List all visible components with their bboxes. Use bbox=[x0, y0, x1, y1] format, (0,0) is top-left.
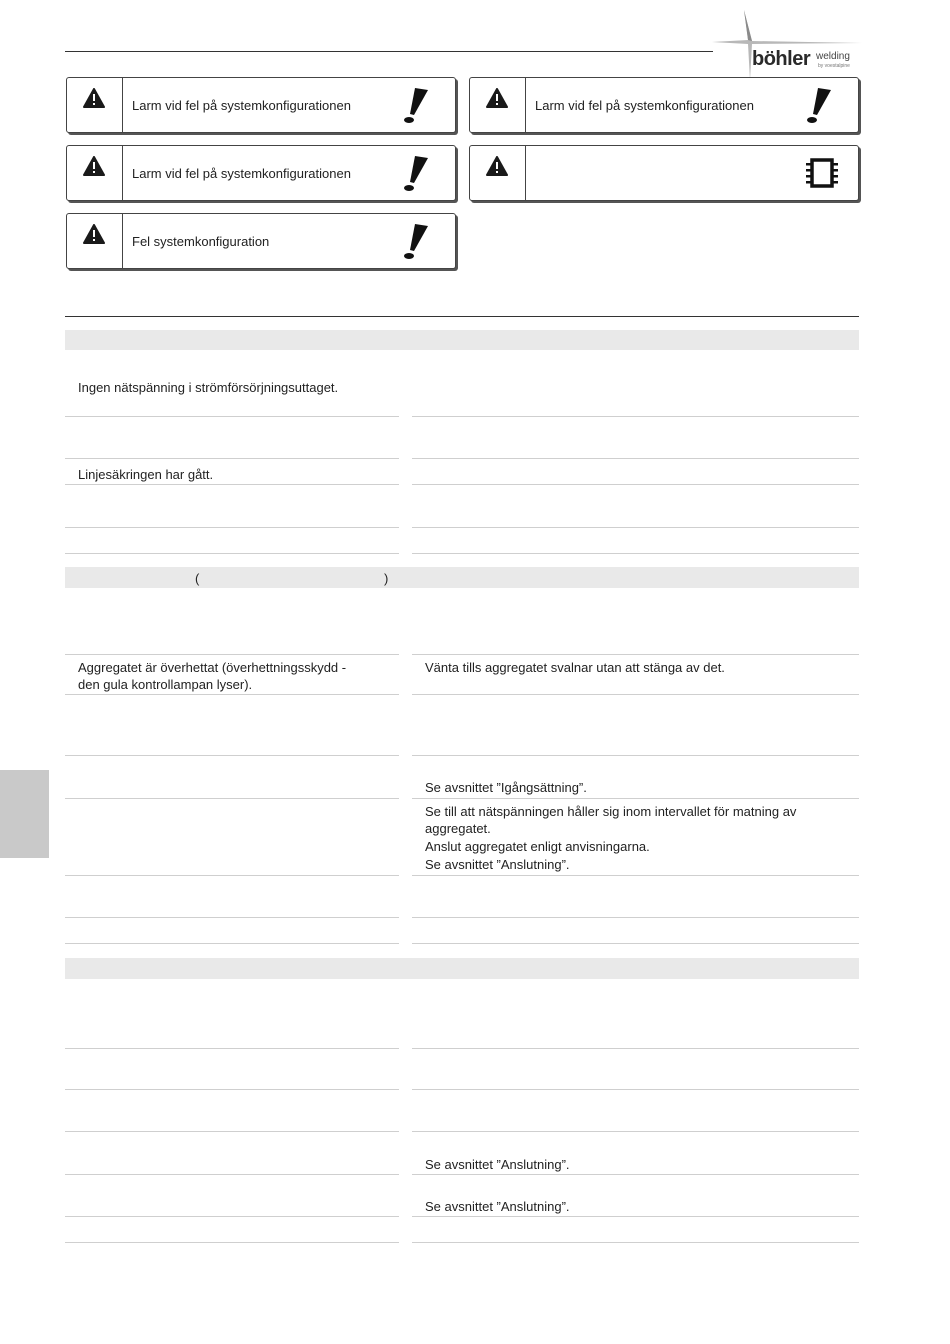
row-divider bbox=[65, 553, 399, 554]
row-divider bbox=[65, 654, 399, 655]
row-divider bbox=[412, 1174, 859, 1175]
remedy-text: Se avsnittet ”Anslutning”. bbox=[425, 1157, 570, 1172]
warning-triangle-icon bbox=[83, 224, 105, 244]
remedy-text: Se avsnittet ”Anslutning”. bbox=[425, 1199, 570, 1214]
alarm-icon-cell bbox=[470, 146, 526, 200]
brand-name: böhler bbox=[752, 48, 811, 70]
row-divider bbox=[412, 458, 859, 459]
row-divider bbox=[412, 798, 859, 799]
section-band bbox=[65, 330, 859, 350]
row-divider bbox=[65, 875, 399, 876]
remedy-line: Se till att nätspänningen håller sig inom intervallet för matning av bbox=[425, 804, 797, 819]
exclamation-icon bbox=[803, 87, 833, 123]
alarm-box bbox=[66, 213, 456, 269]
row-divider bbox=[412, 917, 859, 918]
cause-text: Ingen nätspänning i strömförsörjningsuttaget. bbox=[78, 380, 339, 395]
row-divider bbox=[412, 1048, 859, 1049]
section-band bbox=[65, 567, 859, 588]
alarm-box bbox=[469, 145, 859, 201]
row-divider bbox=[65, 1089, 399, 1090]
alarm-box bbox=[66, 145, 456, 201]
warning-triangle-icon bbox=[83, 156, 105, 176]
row-divider bbox=[65, 755, 399, 756]
header-rule bbox=[65, 51, 713, 52]
row-divider bbox=[65, 527, 399, 528]
alarm-box bbox=[66, 77, 456, 133]
brand-product: welding bbox=[816, 51, 850, 62]
row-divider bbox=[65, 1216, 399, 1217]
row-divider bbox=[412, 484, 859, 485]
row-divider bbox=[65, 943, 399, 944]
exclamation-icon bbox=[400, 87, 430, 123]
row-divider bbox=[65, 1242, 399, 1243]
cause-line: den gula kontrollampan lyser). bbox=[78, 677, 253, 692]
brand-tagline: by voestalpine bbox=[818, 63, 850, 69]
alarm-label: Larm vid fel på systemkonfigurationen bbox=[132, 166, 351, 181]
alarm-icon-cell bbox=[67, 146, 123, 200]
row-divider bbox=[412, 755, 859, 756]
warning-triangle-icon bbox=[486, 88, 508, 108]
section-title-close: ) bbox=[384, 571, 389, 586]
warning-triangle-icon bbox=[486, 156, 508, 176]
cause-text bbox=[78, 659, 346, 693]
remedy-text: Se avsnittet ”Igångsättning”. bbox=[425, 780, 587, 795]
remedy-text: Vänta tills aggregatet svalnar utan att stänga av det. bbox=[425, 660, 725, 675]
cause-line: Aggregatet är överhettat (överhettningsskydd - bbox=[78, 660, 347, 675]
row-divider bbox=[65, 917, 399, 918]
row-divider bbox=[412, 553, 859, 554]
section-title-open: ( bbox=[195, 571, 200, 586]
row-divider bbox=[65, 458, 399, 459]
row-divider bbox=[65, 416, 399, 417]
alarm-label: Fel systemkonfiguration bbox=[132, 234, 270, 249]
exclamation-icon bbox=[400, 155, 430, 191]
warning-triangle-icon bbox=[83, 88, 105, 108]
alarm-icon-cell bbox=[67, 214, 123, 268]
row-divider bbox=[65, 694, 399, 695]
remedy-text bbox=[425, 803, 855, 873]
row-divider bbox=[65, 798, 399, 799]
alarm-label: Larm vid fel på systemkonfigurationen bbox=[535, 98, 754, 113]
row-divider bbox=[412, 1242, 859, 1243]
section-rule bbox=[65, 316, 859, 317]
row-divider bbox=[65, 1048, 399, 1049]
row-divider bbox=[412, 1089, 859, 1090]
section-band bbox=[65, 958, 859, 979]
cause-text: Linjesäkringen har gått. bbox=[78, 467, 214, 482]
row-divider bbox=[412, 1216, 859, 1217]
row-divider bbox=[65, 1174, 399, 1175]
remedy-line: aggregatet. bbox=[425, 821, 491, 836]
alarm-label: Larm vid fel på systemkonfigurationen bbox=[132, 98, 351, 113]
row-divider bbox=[412, 943, 859, 944]
chip-icon bbox=[805, 156, 839, 190]
alarm-box bbox=[469, 77, 859, 133]
alarm-icon-cell bbox=[67, 78, 123, 132]
row-divider bbox=[412, 875, 859, 876]
row-divider bbox=[412, 694, 859, 695]
remedy-line: Anslut aggregatet enligt anvisningarna. bbox=[425, 839, 650, 854]
row-divider bbox=[412, 654, 859, 655]
row-divider bbox=[412, 1131, 859, 1132]
chapter-tab bbox=[0, 770, 49, 858]
row-divider bbox=[412, 416, 859, 417]
row-divider bbox=[65, 484, 399, 485]
remedy-line: Se avsnittet ”Anslutning”. bbox=[425, 857, 570, 872]
alarm-icon-cell bbox=[470, 78, 526, 132]
row-divider bbox=[65, 1131, 399, 1132]
exclamation-icon bbox=[400, 223, 430, 259]
row-divider bbox=[412, 527, 859, 528]
